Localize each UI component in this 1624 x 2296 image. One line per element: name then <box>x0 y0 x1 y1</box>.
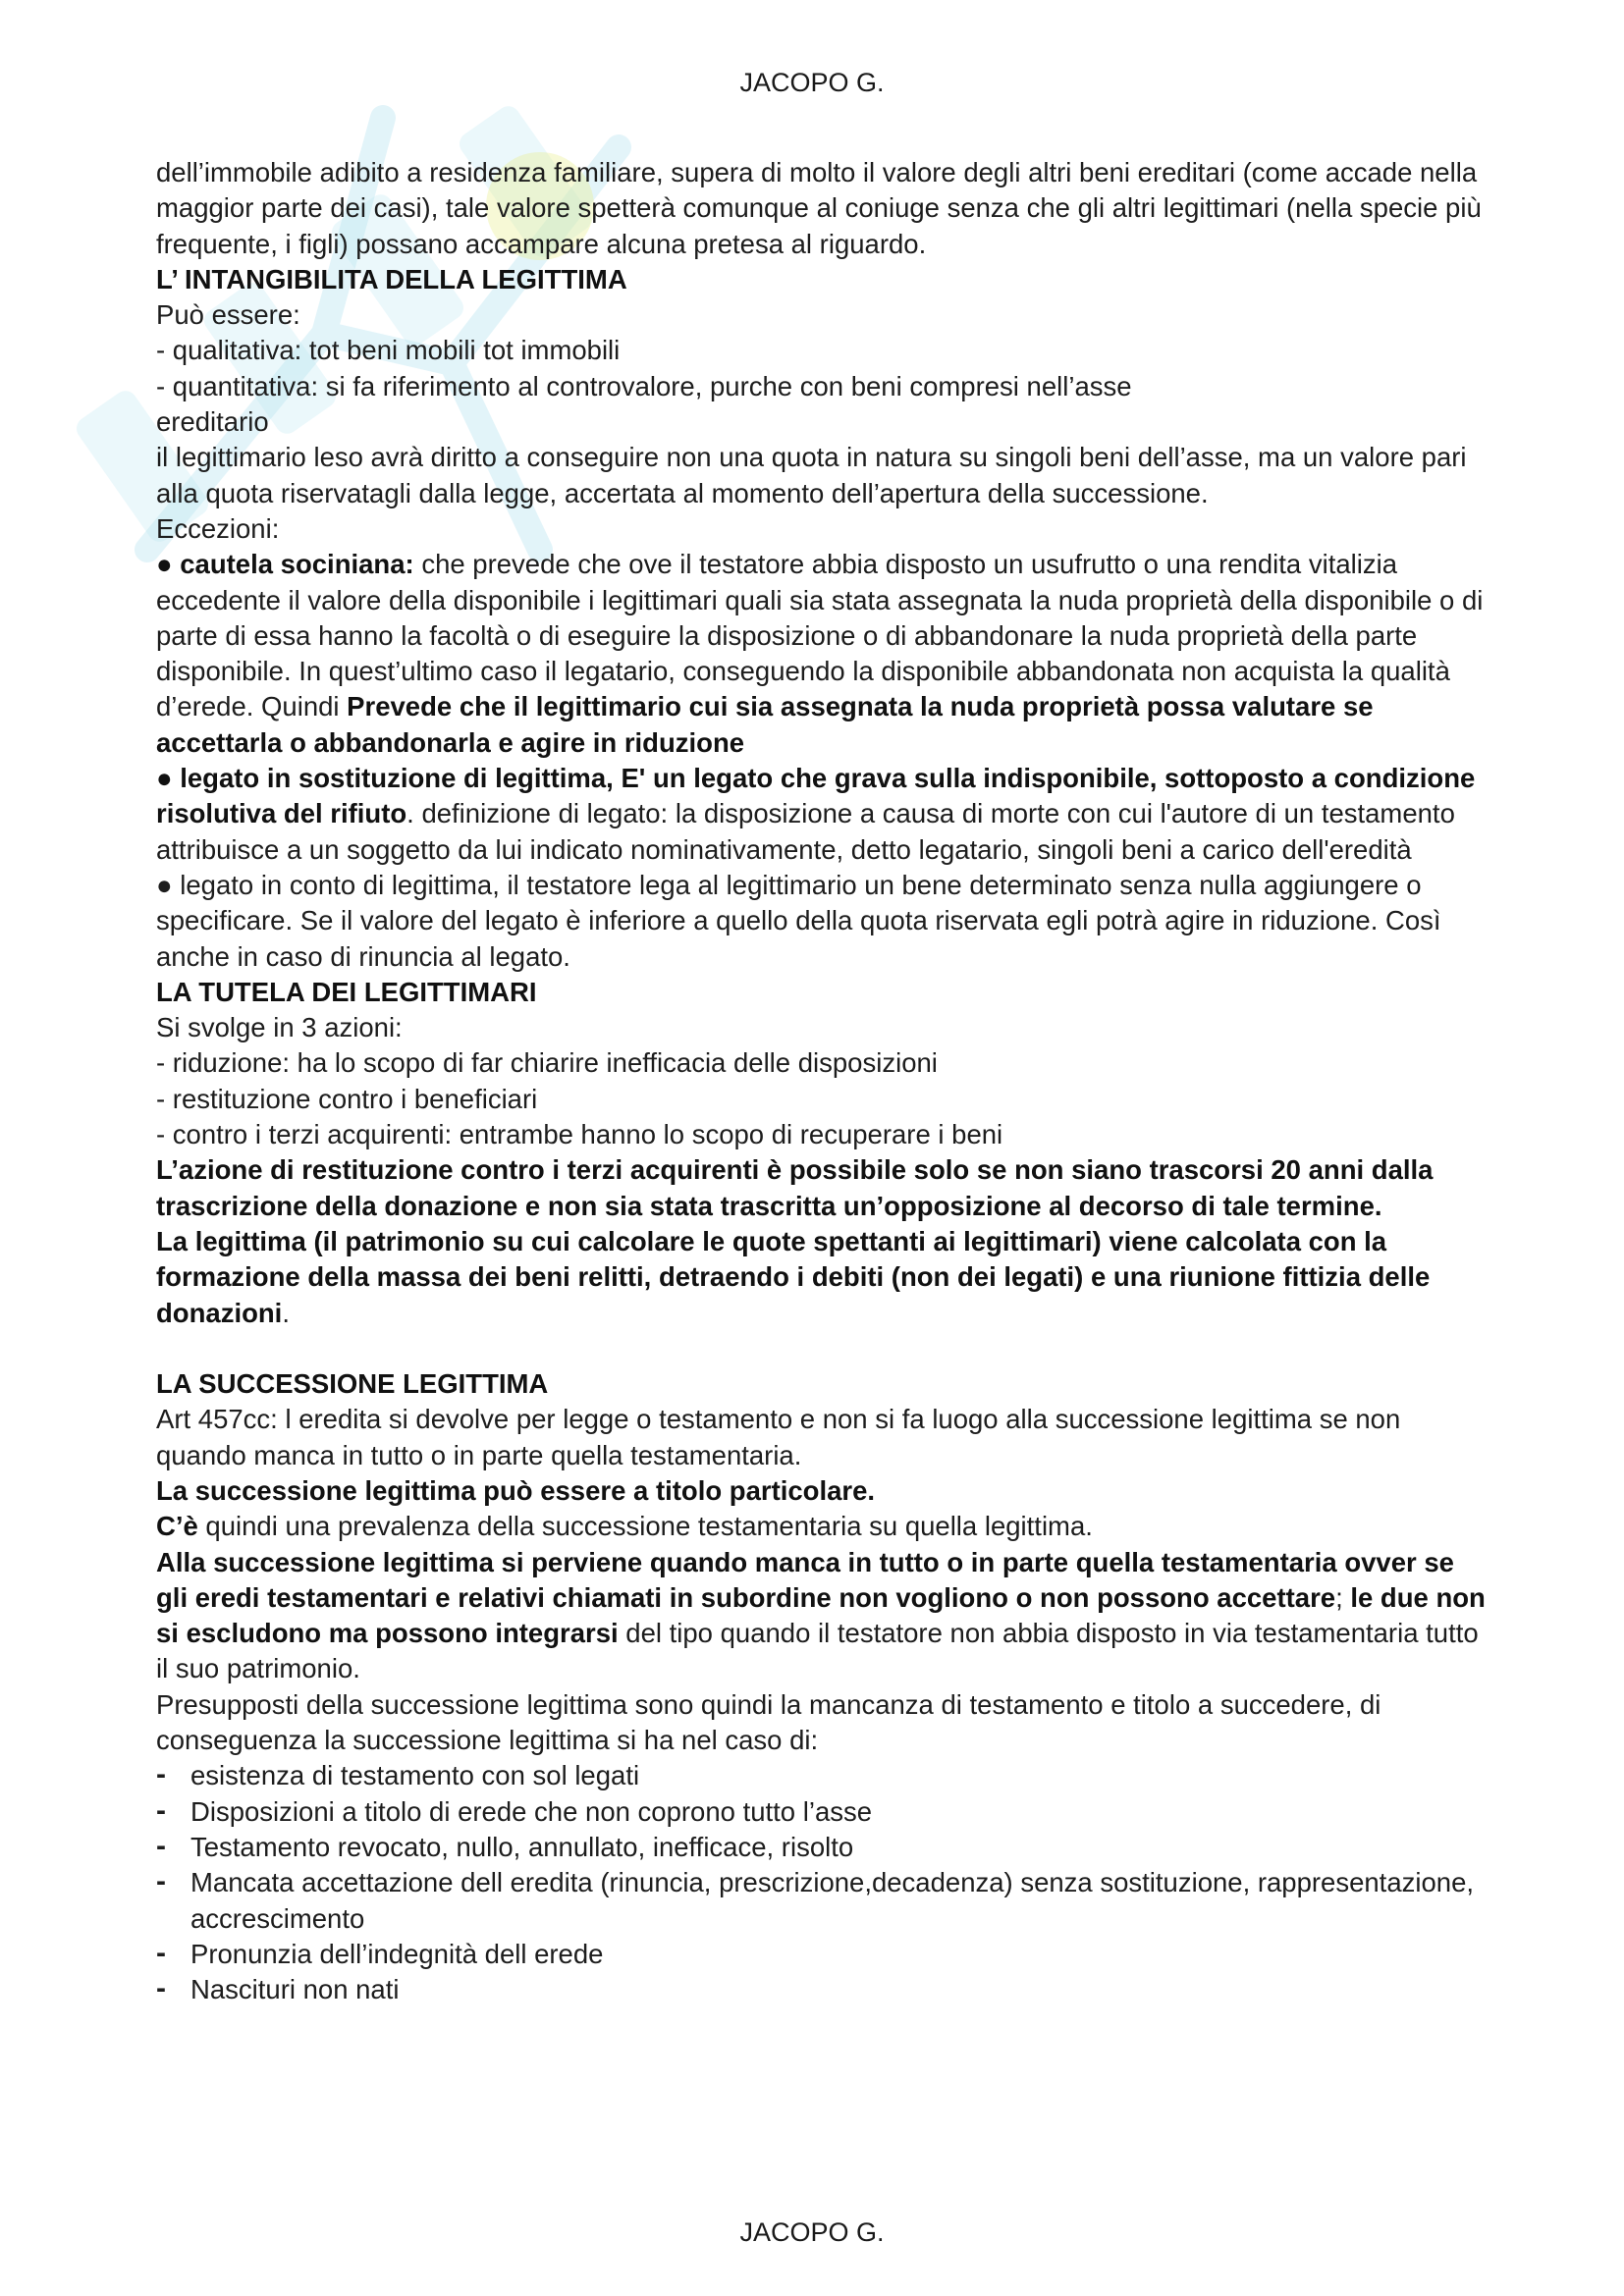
paragraph-art-457: Art 457cc: l eredita si devolve per legge o testamento e non si fa luogo alla successione legittima se non quando manca in tutto o in parte quella testamentaria. <box>156 1404 1401 1470</box>
alla-sep: ; <box>1335 1581 1351 1613</box>
line-riduzione: - riduzione: ha lo scopo di far chiarire inefficacia delle disposizioni <box>156 1047 938 1079</box>
paragraph-si-perviene <box>156 1545 1491 1687</box>
list-item: - Disposizioni a titolo di erede che non coprono tutto l’asse <box>156 1794 1491 1830</box>
line-si-svolge: Si svolge in 3 azioni: <box>156 1012 403 1043</box>
paragraph-prevalenza <box>156 1509 1491 1544</box>
ce-text: quindi una prevalenza della successione testamentaria su quella legittima. <box>197 1511 1093 1542</box>
paragraph-legato-conto: ● legato in conto di legittima, il testatore lega al legittimario un bene determinato senza nulla aggiungere o specificare. Se il valore del legato è inferiore a quello della quota riservata egli potrà agire in riduzione. Così anche in caso di rinuncia al legato. <box>156 869 1441 972</box>
legato-sostituzione-bold: ● legato in sostituzione di legittima, E' un legato che grava sulla indisponibile, sottoposto a condizione risolutiva del rifiuto <box>156 763 1476 829</box>
heading-tutela: LA TUTELA DEI LEGITTIMARI <box>156 976 537 1007</box>
page-header: JACOPO G. <box>739 68 885 97</box>
paragraph-cautela-sociniana <box>156 547 1491 761</box>
cases-list <box>156 1758 1491 2007</box>
cautela-text: che prevede che ove il testatore abbia disposto un usufrutto o una rendita vitalizia eccedente il valore della disponibile i legittimari quali sia stata assegnata la nuda proprietà della disponibile o di parte di essa hanno la facoltà o di eseguire la disposizione o di abbandonare la nuda proprietà della parte disponibile. In quest’ultimo caso il legatario, conseguendo la disponibile abbandonata non acquista la qualità d’erede. Quindi <box>156 549 1484 722</box>
line-qualitativa: - qualitativa: tot beni mobili tot immobili <box>156 335 621 366</box>
cautela-label: ● cautela sociniana: <box>156 549 414 580</box>
list-item: - Testamento revocato, nullo, annullato, inefficace, risolto <box>156 1830 1491 1865</box>
paragraph-coniuge: dell’immobile adibito a residenza familiare, supera di molto il valore degli altri beni ereditari (come accade nella maggior parte dei casi), tale valore spetterà comunque al coniuge senza che gli altri legittimari (nella specie più frequente, i figli) possano accampare alcuna pretesa al riguardo. <box>156 157 1482 259</box>
line-puo-essere: Può essere: <box>156 299 300 331</box>
due-text: del tipo quando il testatore non abbia disposto in via testamentaria tutto il suo patrimonio. <box>156 1618 1479 1684</box>
paragraph-legato-sostituzione <box>156 761 1491 868</box>
heading-intangibilita: L’ INTANGIBILITA DELLA LEGITTIMA <box>156 263 627 294</box>
line-quantitativa: - quantitativa: si fa riferimento al controvalore, purche con beni compresi nell’asse <box>156 370 1132 401</box>
particolare-bold: La successione legittima può essere a titolo particolare. <box>156 1474 876 1506</box>
due-bold: le due non si escludono ma possono integrarsi <box>156 1581 1486 1649</box>
line-restituzione: - restituzione contro i beneficiari <box>156 1083 538 1114</box>
heading-successione-legittima: LA SUCCESSIONE LEGITTIMA <box>156 1368 549 1400</box>
paragraph-azione-restituzione <box>156 1152 1491 1224</box>
document-body <box>156 155 1491 2007</box>
line-eccezioni: Eccezioni: <box>156 512 280 544</box>
ce-bold: C’è <box>156 1511 198 1542</box>
legato-sostituzione-text: . definizione di legato: la disposizione a causa di morte con cui l'autore di un testamento attribuisce a un soggetto da lui indicato nominativamente, detto legatario, singoli beni a carico dell'eredità <box>156 798 1455 865</box>
cautela-bold: Prevede che il legittimario cui sia assegnata la nuda proprietà possa valutare se accettarla o abbandonarla e agire in riduzione <box>156 691 1374 758</box>
line-terzi-acquirenti: - contro i terzi acquirenti: entrambe hanno lo scopo di recuperare i beni <box>156 1119 1003 1150</box>
list-item: - Nascituri non nati <box>156 1972 1491 2007</box>
list-item: - Pronunzia dell’indegnità dell erede <box>156 1937 1491 1972</box>
list-item: - esistenza di testamento con sol legati <box>156 1758 1491 1793</box>
azione-bold: L’azione di restituzione contro i terzi acquirenti è possibile solo se non siano trascorsi 20 anni dalla trascrizione della donazione e non sia stata trascritta un’opposizione al decorso di tale termine. <box>156 1154 1434 1221</box>
paragraph-presupposti: Presupposti della successione legittima sono quindi la mancanza di testamento e titolo a succedere, di conseguenza la successione legittima si ha nel caso di: <box>156 1688 1381 1756</box>
list-item: - Mancata accettazione dell eredita (rinuncia, prescrizione,decadenza) senza sostituzione, rappresentazione, accrescimento <box>156 1865 1491 1937</box>
paragraph-legittimario-leso: il legittimario leso avrà diritto a conseguire non una quota in natura su singoli beni dell’asse, ma un valore pari alla quota riservatagli dalla legge, accertata al momento dell’apertura della successione. <box>156 442 1467 508</box>
blank-line <box>156 1331 1491 1366</box>
paragraph-titolo-particolare <box>156 1473 1491 1509</box>
legittima-bold: La legittima (il patrimonio su cui calcolare le quote spettanti ai legittimari) viene calcolata con la formazione della massa dei beni relitti, detraendo i debiti (non dei legati) e una riunione fittizia delle donazioni <box>156 1225 1431 1328</box>
alla-bold: Alla successione legittima si perviene quando manca in tutto o in parte quella testamentaria ovver se gli eredi testamentari e relativi chiamati in subordine non vogliono o non possono accettare <box>156 1546 1454 1613</box>
page-footer: JACOPO G. <box>739 2217 885 2247</box>
legittima-end: . <box>282 1297 290 1328</box>
line-ereditario: ereditario <box>156 406 269 438</box>
paragraph-legittima-calcolo <box>156 1224 1491 1331</box>
